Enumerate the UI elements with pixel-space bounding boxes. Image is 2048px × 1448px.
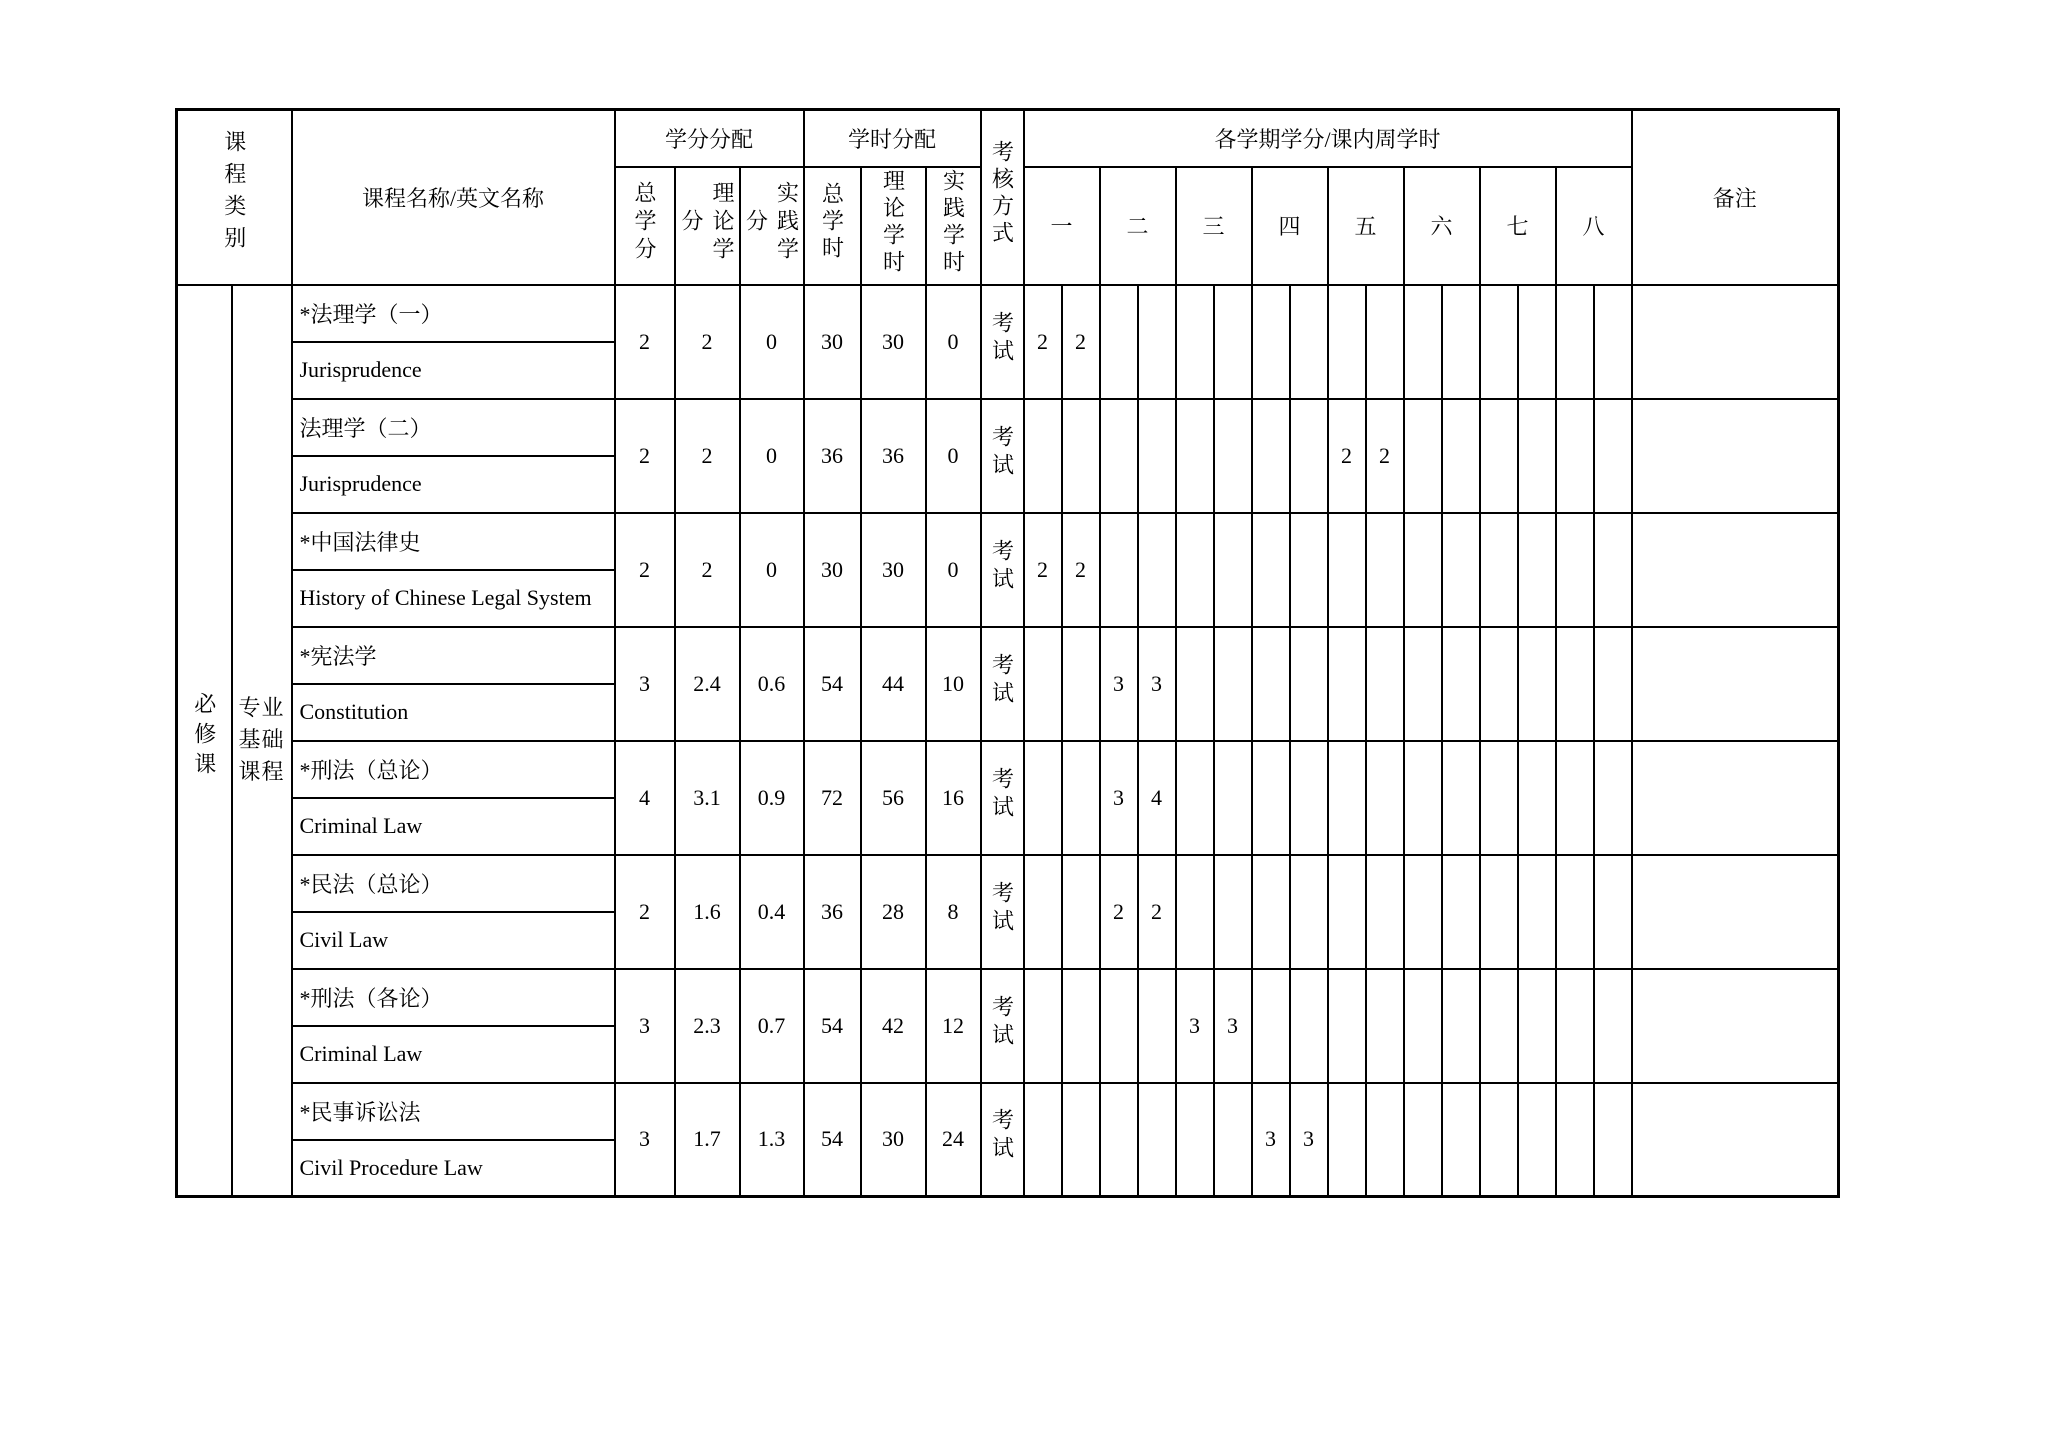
semester-value-cell bbox=[1480, 513, 1518, 627]
semester-value-cell bbox=[1176, 741, 1214, 855]
exam-method-cell-label: 考试 bbox=[989, 424, 1015, 481]
semester-value-cell bbox=[1480, 1083, 1518, 1197]
hour-theory-cell: 30 bbox=[861, 285, 926, 399]
hour-theory-cell: 30 bbox=[861, 513, 926, 627]
semester-value-cell: 3 bbox=[1214, 969, 1252, 1083]
credit-total-cell: 2 bbox=[615, 513, 675, 627]
semester-value-cell bbox=[1366, 513, 1404, 627]
credit-theory-cell: 1.7 bbox=[675, 1083, 740, 1197]
hour-practice-cell: 0 bbox=[926, 513, 981, 627]
exam-method-cell bbox=[981, 1083, 1024, 1197]
semester-value-cell: 3 bbox=[1100, 741, 1138, 855]
hour-theory-header bbox=[861, 167, 926, 285]
hour-total-cell: 30 bbox=[804, 285, 861, 399]
course-name-cn-cell: *刑法（总论） bbox=[292, 741, 615, 798]
course-name-en-cell: History of Chinese Legal System bbox=[292, 570, 615, 627]
course-row-cn bbox=[177, 627, 1839, 684]
semester-value-cell bbox=[1290, 969, 1328, 1083]
course-row-cn bbox=[177, 1083, 1839, 1140]
course-name-en-cell: Civil Procedure Law bbox=[292, 1140, 615, 1197]
course-name-cn-cell: *法理学（一） bbox=[292, 285, 615, 342]
course-name-cn-cell: *民法（总论） bbox=[292, 855, 615, 912]
credit-practice-header bbox=[740, 167, 804, 285]
semester-value-cell bbox=[1556, 969, 1594, 1083]
semester-value-cell bbox=[1594, 627, 1632, 741]
semester-value-cell bbox=[1062, 1083, 1100, 1197]
semester-value-cell bbox=[1176, 855, 1214, 969]
course-name-cn-cell: 法理学（二） bbox=[292, 399, 615, 456]
semester-value-cell bbox=[1176, 285, 1214, 399]
hour-theory-cell: 56 bbox=[861, 741, 926, 855]
semester-value-cell bbox=[1024, 399, 1062, 513]
semester-value-cell bbox=[1366, 969, 1404, 1083]
semester-value-cell bbox=[1442, 1083, 1480, 1197]
exam-method-cell bbox=[981, 855, 1024, 969]
hour-practice-cell: 24 bbox=[926, 1083, 981, 1197]
semester-value-cell bbox=[1328, 969, 1366, 1083]
semester-value-cell bbox=[1442, 855, 1480, 969]
semester-value-cell bbox=[1518, 399, 1556, 513]
hour-theory-cell: 36 bbox=[861, 399, 926, 513]
semester-value-cell: 3 bbox=[1100, 627, 1138, 741]
semester-value-cell bbox=[1366, 285, 1404, 399]
semester-value-cell bbox=[1176, 1083, 1214, 1197]
semester-value-cell bbox=[1024, 1083, 1062, 1197]
semester-value-cell bbox=[1062, 627, 1100, 741]
credit-practice-cell: 0.7 bbox=[740, 969, 804, 1083]
semester-header-3: 三 bbox=[1176, 167, 1252, 285]
required-category-cell-label: 必修课 bbox=[191, 692, 217, 783]
required-category-cell bbox=[177, 285, 232, 1197]
semester-value-cell bbox=[1024, 855, 1062, 969]
course-name-en-cell: Constitution bbox=[292, 684, 615, 741]
hour-practice-cell: 0 bbox=[926, 285, 981, 399]
semester-value-cell: 2 bbox=[1138, 855, 1176, 969]
credit-total-cell: 2 bbox=[615, 285, 675, 399]
semester-value-cell bbox=[1366, 855, 1404, 969]
semester-value-cell bbox=[1404, 627, 1442, 741]
hour-total-cell: 54 bbox=[804, 627, 861, 741]
course-row-cn bbox=[177, 855, 1839, 912]
course-name-en-cell: Criminal Law bbox=[292, 798, 615, 855]
exam-method-cell-label: 考试 bbox=[989, 538, 1015, 595]
semester-value-cell bbox=[1252, 741, 1290, 855]
semester-value-cell bbox=[1594, 513, 1632, 627]
semester-value-cell bbox=[1290, 513, 1328, 627]
course-name-cn-cell: *民事诉讼法 bbox=[292, 1083, 615, 1140]
semester-value-cell bbox=[1442, 741, 1480, 855]
semester-value-cell bbox=[1176, 399, 1214, 513]
semester-value-cell bbox=[1138, 969, 1176, 1083]
semester-value-cell: 4 bbox=[1138, 741, 1176, 855]
semester-value-cell bbox=[1024, 741, 1062, 855]
remarks-header: 备注 bbox=[1632, 110, 1839, 285]
credit-total-cell: 2 bbox=[615, 855, 675, 969]
exam-method-cell-label: 考试 bbox=[989, 1108, 1015, 1165]
semester-value-cell bbox=[1062, 741, 1100, 855]
semester-value-cell bbox=[1556, 1083, 1594, 1197]
semester-value-cell bbox=[1442, 285, 1480, 399]
semester-value-cell: 3 bbox=[1252, 1083, 1290, 1197]
credit-total-cell: 2 bbox=[615, 399, 675, 513]
credit-theory-header bbox=[675, 167, 740, 285]
semester-value-cell bbox=[1480, 399, 1518, 513]
semester-value-cell bbox=[1290, 285, 1328, 399]
hour-total-header bbox=[804, 167, 861, 285]
credit-practice-cell: 1.3 bbox=[740, 1083, 804, 1197]
semester-header-6: 六 bbox=[1404, 167, 1480, 285]
hour-practice-cell: 16 bbox=[926, 741, 981, 855]
semester-value-cell bbox=[1252, 285, 1290, 399]
credit-practice-cell: 0 bbox=[740, 399, 804, 513]
semester-value-cell bbox=[1214, 627, 1252, 741]
semester-header-2: 二 bbox=[1100, 167, 1176, 285]
semester-value-cell bbox=[1556, 627, 1594, 741]
category-header-label: 课程类别 bbox=[221, 130, 247, 259]
semester-value-cell bbox=[1138, 513, 1176, 627]
exam-method-cell-label: 考试 bbox=[989, 994, 1015, 1051]
exam-method-cell bbox=[981, 513, 1024, 627]
exam-method-cell bbox=[981, 399, 1024, 513]
semester-value-cell bbox=[1100, 285, 1138, 399]
semester-value-cell bbox=[1556, 855, 1594, 969]
exam-method-cell-label: 考试 bbox=[989, 880, 1015, 937]
hour-theory-header-label: 理论学时 bbox=[880, 168, 906, 277]
semester-value-cell bbox=[1252, 399, 1290, 513]
semester-value-cell bbox=[1214, 399, 1252, 513]
semester-value-cell bbox=[1328, 285, 1366, 399]
remark-cell bbox=[1632, 285, 1839, 399]
remark-cell bbox=[1632, 969, 1839, 1083]
semester-value-cell: 3 bbox=[1176, 969, 1214, 1083]
semester-value-cell bbox=[1328, 855, 1366, 969]
semester-value-cell bbox=[1442, 969, 1480, 1083]
remark-cell bbox=[1632, 627, 1839, 741]
semester-header-4: 四 bbox=[1252, 167, 1328, 285]
semester-value-cell bbox=[1176, 513, 1214, 627]
semester-value-cell bbox=[1328, 741, 1366, 855]
credit-total-cell: 4 bbox=[615, 741, 675, 855]
semester-value-cell bbox=[1442, 627, 1480, 741]
credit-practice-cell: 0 bbox=[740, 513, 804, 627]
credit-total-header bbox=[615, 167, 675, 285]
semester-value-cell bbox=[1290, 399, 1328, 513]
semester-value-cell bbox=[1518, 627, 1556, 741]
credit-practice-cell: 0 bbox=[740, 285, 804, 399]
remark-cell bbox=[1632, 399, 1839, 513]
semester-value-cell bbox=[1290, 627, 1328, 741]
exam-method-cell-label: 考试 bbox=[989, 766, 1015, 823]
course-name-header: 课程名称/英文名称 bbox=[292, 110, 615, 285]
semester-value-cell bbox=[1594, 399, 1632, 513]
semester-value-cell bbox=[1442, 513, 1480, 627]
credit-theory-cell: 2 bbox=[675, 285, 740, 399]
semester-value-cell bbox=[1480, 285, 1518, 399]
hour-theory-cell: 30 bbox=[861, 1083, 926, 1197]
semester-value-cell bbox=[1518, 1083, 1556, 1197]
hour-total-cell: 30 bbox=[804, 513, 861, 627]
course-name-en-cell: Jurisprudence bbox=[292, 456, 615, 513]
course-row-cn bbox=[177, 513, 1839, 570]
semester-value-cell bbox=[1138, 399, 1176, 513]
exam-method-cell bbox=[981, 627, 1024, 741]
exam-method-header-label: 考核方式 bbox=[989, 140, 1015, 249]
semester-value-cell bbox=[1594, 1083, 1632, 1197]
credit-practice-cell: 0.9 bbox=[740, 741, 804, 855]
semester-value-cell bbox=[1366, 741, 1404, 855]
semester-value-cell bbox=[1328, 627, 1366, 741]
credit-practice-cell: 0.4 bbox=[740, 855, 804, 969]
semester-value-cell bbox=[1214, 513, 1252, 627]
semester-value-cell bbox=[1404, 1083, 1442, 1197]
semester-value-cell bbox=[1214, 855, 1252, 969]
category-header bbox=[177, 110, 292, 285]
semester-value-cell bbox=[1062, 399, 1100, 513]
semester-value-cell bbox=[1366, 627, 1404, 741]
header-row-groups bbox=[177, 110, 1839, 167]
hour-practice-cell: 12 bbox=[926, 969, 981, 1083]
hour-total-cell: 72 bbox=[804, 741, 861, 855]
semester-value-cell bbox=[1062, 969, 1100, 1083]
semester-value-cell bbox=[1138, 285, 1176, 399]
course-table-body bbox=[177, 285, 1839, 1197]
exam-method-cell bbox=[981, 969, 1024, 1083]
semester-value-cell bbox=[1556, 285, 1594, 399]
semester-value-cell: 2 bbox=[1024, 285, 1062, 399]
semester-value-cell bbox=[1518, 285, 1556, 399]
credit-theory-header-label: 理论学分 bbox=[679, 180, 735, 265]
semester-value-cell: 2 bbox=[1062, 513, 1100, 627]
credit-total-cell: 3 bbox=[615, 969, 675, 1083]
semester-value-cell bbox=[1290, 741, 1328, 855]
semester-value-cell bbox=[1214, 1083, 1252, 1197]
basic-category-cell-label: 专业基础课程 bbox=[238, 695, 285, 785]
semester-header-5: 五 bbox=[1328, 167, 1404, 285]
hour-total-cell: 36 bbox=[804, 399, 861, 513]
hour-theory-cell: 44 bbox=[861, 627, 926, 741]
semester-value-cell bbox=[1518, 741, 1556, 855]
semester-value-cell bbox=[1252, 855, 1290, 969]
semester-value-cell bbox=[1328, 1083, 1366, 1197]
remark-cell bbox=[1632, 855, 1839, 969]
semester-value-cell bbox=[1252, 969, 1290, 1083]
hour-practice-header bbox=[926, 167, 981, 285]
credit-total-cell: 3 bbox=[615, 1083, 675, 1197]
semester-value-cell bbox=[1328, 513, 1366, 627]
semester-value-cell bbox=[1100, 513, 1138, 627]
credit-total-cell: 3 bbox=[615, 627, 675, 741]
semester-value-cell bbox=[1252, 627, 1290, 741]
semester-value-cell: 3 bbox=[1138, 627, 1176, 741]
semester-value-cell bbox=[1404, 285, 1442, 399]
semester-value-cell bbox=[1214, 741, 1252, 855]
semester-value-cell bbox=[1252, 513, 1290, 627]
semester-value-cell bbox=[1404, 513, 1442, 627]
semester-value-cell bbox=[1138, 1083, 1176, 1197]
course-row-cn bbox=[177, 741, 1839, 798]
semester-value-cell bbox=[1480, 627, 1518, 741]
semester-value-cell bbox=[1480, 969, 1518, 1083]
exam-method-cell-label: 考试 bbox=[989, 310, 1015, 367]
semester-value-cell: 2 bbox=[1328, 399, 1366, 513]
remark-cell bbox=[1632, 1083, 1839, 1197]
course-row-cn bbox=[177, 969, 1839, 1026]
semester-value-cell bbox=[1480, 855, 1518, 969]
credit-theory-cell: 1.6 bbox=[675, 855, 740, 969]
credit-theory-cell: 3.1 bbox=[675, 741, 740, 855]
hour-total-cell: 54 bbox=[804, 1083, 861, 1197]
course-name-en-cell: Criminal Law bbox=[292, 1026, 615, 1083]
semester-header-8: 八 bbox=[1556, 167, 1632, 285]
semester-value-cell bbox=[1404, 969, 1442, 1083]
semester-value-cell bbox=[1480, 741, 1518, 855]
remark-cell bbox=[1632, 513, 1839, 627]
exam-method-cell bbox=[981, 741, 1024, 855]
semester-value-cell bbox=[1594, 969, 1632, 1083]
semester-value-cell bbox=[1100, 1083, 1138, 1197]
exam-method-cell-label: 考试 bbox=[989, 652, 1015, 709]
course-name-en-cell: Jurisprudence bbox=[292, 342, 615, 399]
credit-total-header-label: 总学分 bbox=[632, 180, 657, 265]
semester-value-cell bbox=[1594, 285, 1632, 399]
credit-theory-cell: 2.3 bbox=[675, 969, 740, 1083]
semester-value-cell bbox=[1404, 855, 1442, 969]
credit-theory-cell: 2.4 bbox=[675, 627, 740, 741]
hour-total-header-label: 总学时 bbox=[819, 182, 845, 263]
hour-total-cell: 36 bbox=[804, 855, 861, 969]
hour-practice-cell: 10 bbox=[926, 627, 981, 741]
semester-value-cell: 2 bbox=[1062, 285, 1100, 399]
course-name-cn-cell: *刑法（各论） bbox=[292, 969, 615, 1026]
semester-value-cell bbox=[1024, 627, 1062, 741]
semester-value-cell bbox=[1404, 741, 1442, 855]
semester-value-cell: 2 bbox=[1100, 855, 1138, 969]
semester-header-7: 七 bbox=[1480, 167, 1556, 285]
hour-theory-cell: 42 bbox=[861, 969, 926, 1083]
semester-value-cell bbox=[1176, 627, 1214, 741]
credit-group-header: 学分分配 bbox=[615, 110, 804, 167]
semester-value-cell: 2 bbox=[1024, 513, 1062, 627]
credit-practice-cell: 0.6 bbox=[740, 627, 804, 741]
hour-practice-cell: 0 bbox=[926, 399, 981, 513]
semester-value-cell bbox=[1518, 513, 1556, 627]
course-row-cn bbox=[177, 285, 1839, 342]
semester-value-cell bbox=[1024, 969, 1062, 1083]
semester-value-cell bbox=[1518, 855, 1556, 969]
course-name-cn-cell: *宪法学 bbox=[292, 627, 615, 684]
semester-header-1: 一 bbox=[1024, 167, 1100, 285]
hour-total-cell: 54 bbox=[804, 969, 861, 1083]
course-name-en-cell: Civil Law bbox=[292, 912, 615, 969]
semester-value-cell bbox=[1594, 855, 1632, 969]
semester-value-cell bbox=[1556, 741, 1594, 855]
exam-method-cell bbox=[981, 285, 1024, 399]
semester-value-cell bbox=[1100, 399, 1138, 513]
hour-group-header: 学时分配 bbox=[804, 110, 981, 167]
course-name-cn-cell: *中国法律史 bbox=[292, 513, 615, 570]
semester-value-cell bbox=[1556, 513, 1594, 627]
semester-value-cell bbox=[1366, 1083, 1404, 1197]
hour-theory-cell: 28 bbox=[861, 855, 926, 969]
semester-value-cell bbox=[1556, 399, 1594, 513]
semester-value-cell bbox=[1100, 969, 1138, 1083]
exam-method-header bbox=[981, 110, 1024, 285]
semester-value-cell bbox=[1062, 855, 1100, 969]
credit-theory-cell: 2 bbox=[675, 513, 740, 627]
hour-practice-cell: 8 bbox=[926, 855, 981, 969]
basic-category-cell bbox=[232, 285, 292, 1197]
credit-theory-cell: 2 bbox=[675, 399, 740, 513]
course-row-cn bbox=[177, 399, 1839, 456]
hour-practice-header-label: 实践学时 bbox=[940, 168, 966, 277]
semester-value-cell bbox=[1404, 399, 1442, 513]
semester-value-cell bbox=[1214, 285, 1252, 399]
credit-practice-header-label: 实践学分 bbox=[743, 180, 800, 265]
semester-value-cell bbox=[1442, 399, 1480, 513]
semester-group-header: 各学期学分/课内周学时 bbox=[1024, 110, 1632, 167]
semester-value-cell bbox=[1290, 855, 1328, 969]
semester-value-cell: 2 bbox=[1366, 399, 1404, 513]
semester-value-cell bbox=[1518, 969, 1556, 1083]
curriculum-table bbox=[175, 108, 1840, 1198]
remark-cell bbox=[1632, 741, 1839, 855]
semester-value-cell: 3 bbox=[1290, 1083, 1328, 1197]
semester-value-cell bbox=[1594, 741, 1632, 855]
